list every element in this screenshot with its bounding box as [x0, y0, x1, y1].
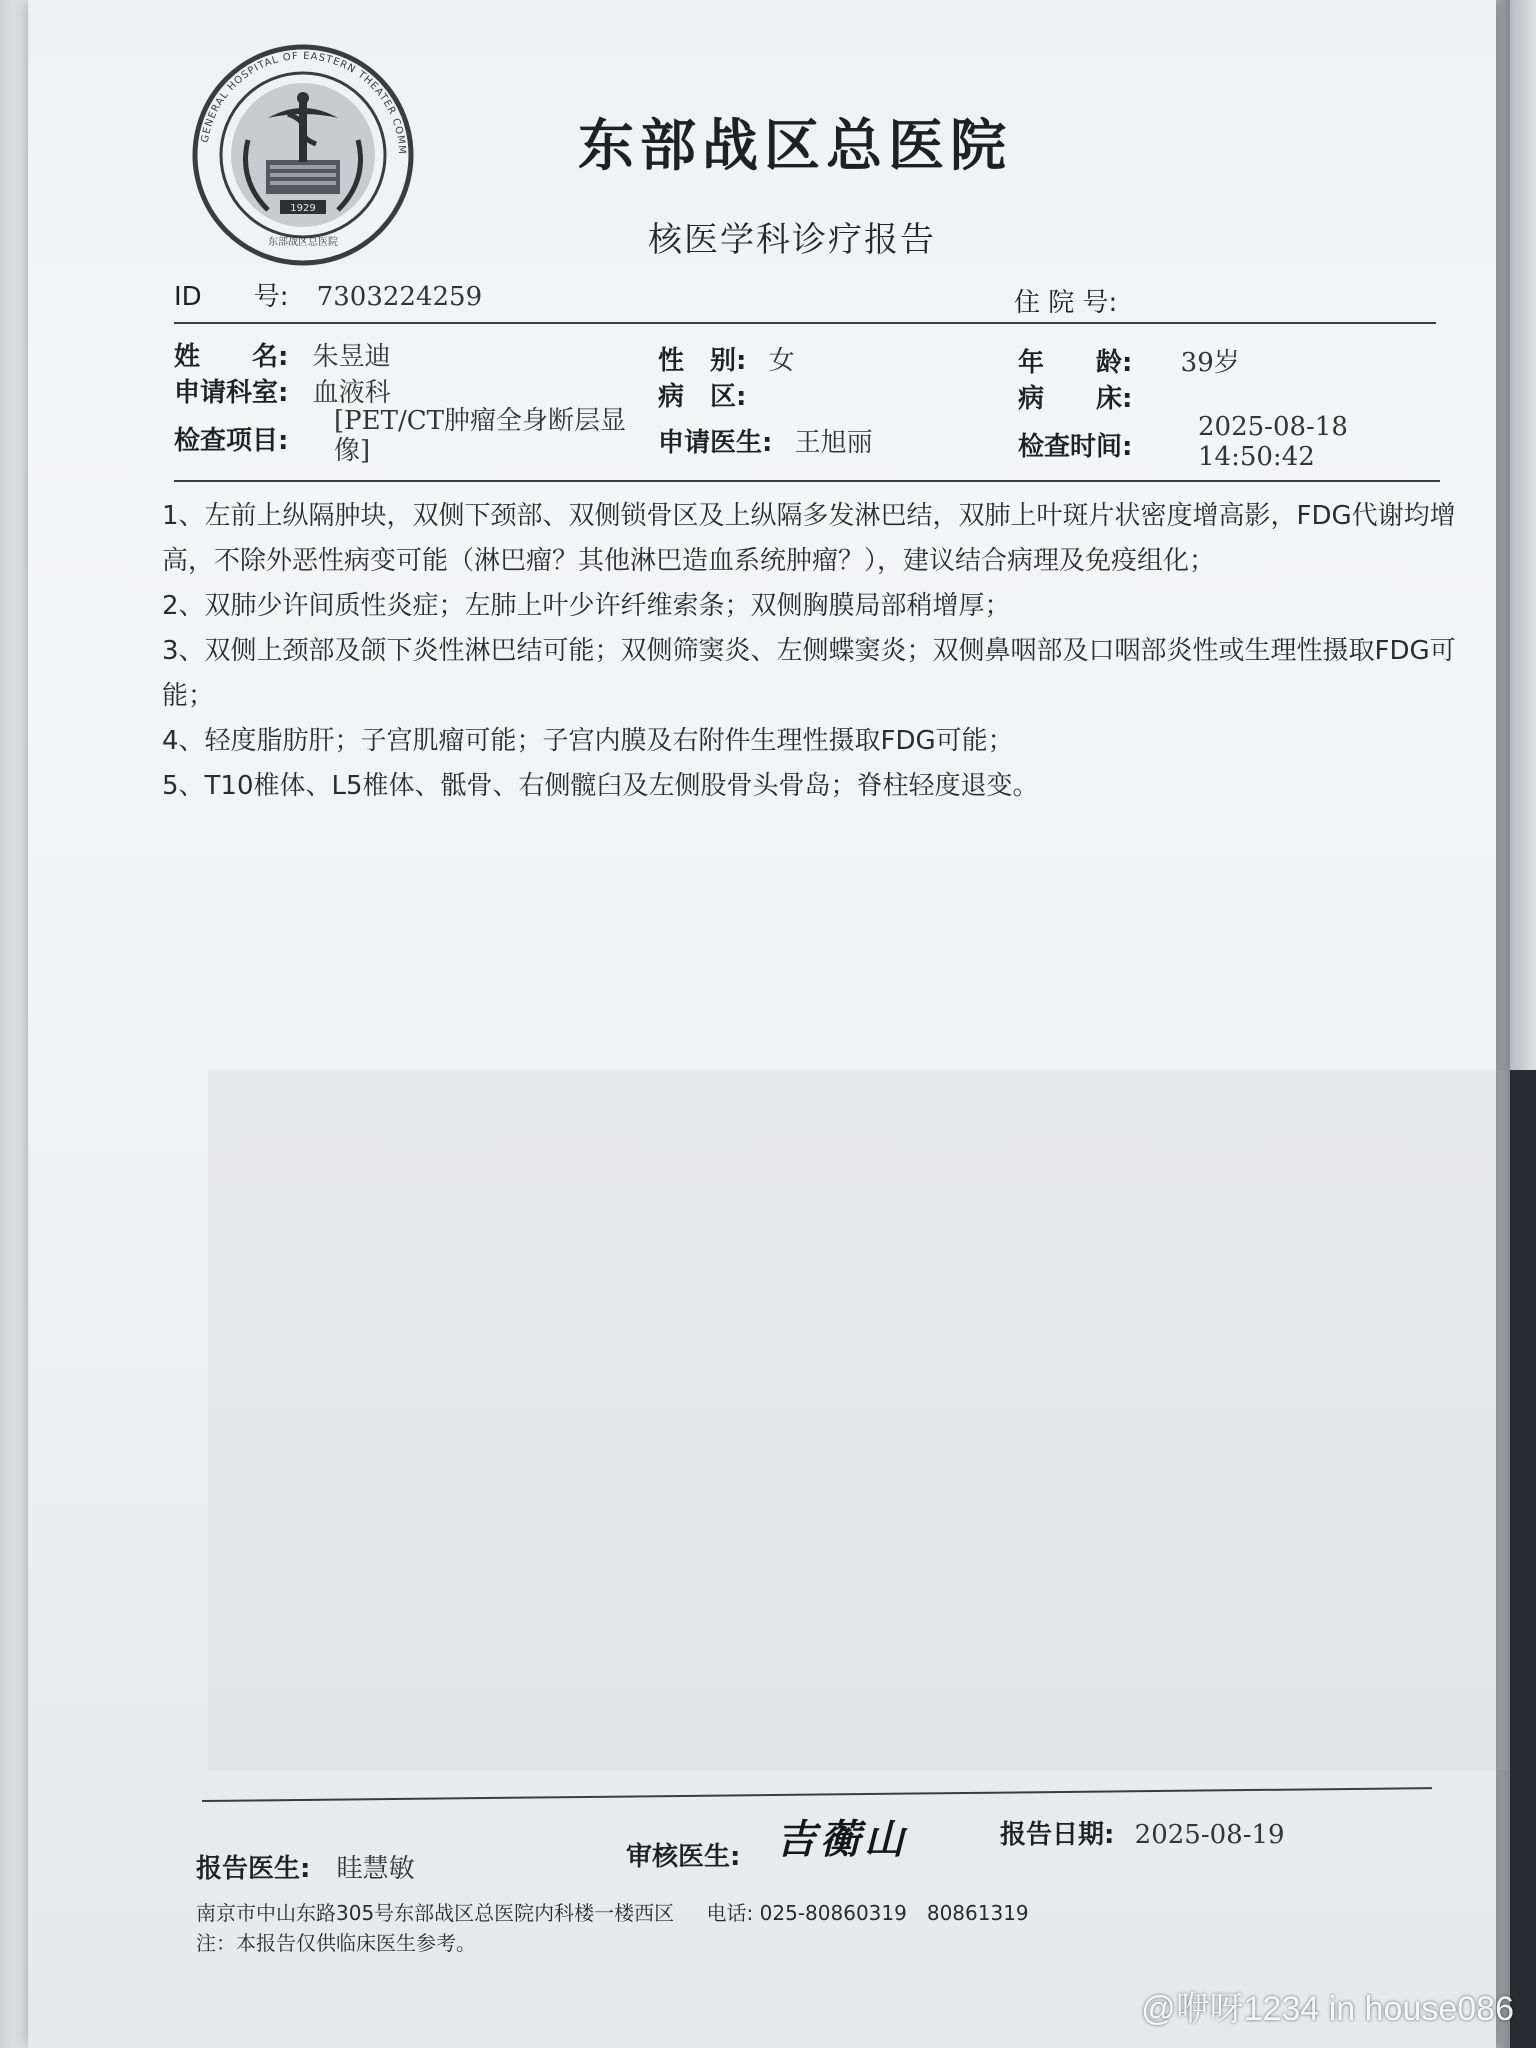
- gender-field: [658, 340, 795, 377]
- finding-item: 5、T10椎体、L5椎体、骶骨、右侧髋臼及左侧股骨头骨岛；脊柱轻度退变。: [162, 771, 1039, 801]
- disclaimer-note: 注：本报告仅供临床医生参考。: [196, 1931, 476, 1955]
- age-value: 39岁: [1180, 348, 1240, 378]
- time-field-value: [1198, 412, 1348, 472]
- findings-section: [162, 494, 1472, 809]
- dept-field: [174, 372, 391, 409]
- hospital-seal-icon: [188, 40, 418, 270]
- report-date-value: 2025-08-19: [1134, 1820, 1285, 1850]
- time-clock: 14:50:42: [1198, 442, 1315, 472]
- report-title: 核医学科诊疗报告: [648, 220, 936, 260]
- footer-address-block: [196, 1898, 1029, 1958]
- finding-item: 2、双肺少许间质性炎症；左肺上叶少许纤维索条；双侧胸膜局部稍增厚；: [162, 591, 1011, 621]
- name-field: [174, 336, 391, 373]
- exam-value-line1: [PET/CT肿瘤全身断层显: [334, 406, 626, 436]
- report-doctor-label: 报告医生:: [196, 1854, 311, 1884]
- blank-area: [208, 1070, 1508, 1770]
- hospital-logo: [188, 40, 418, 270]
- report-doctor-field: [196, 1848, 415, 1885]
- id-label: ID 号:: [174, 282, 289, 312]
- bed-label: 病 床:: [1018, 384, 1133, 414]
- inpatient-label: 住 院 号:: [1014, 288, 1118, 318]
- age-label: 年 龄:: [1018, 348, 1133, 378]
- svg-text:东部战区总医院: 东部战区总医院: [268, 237, 338, 248]
- divider-footer: [202, 1787, 1432, 1802]
- divider-top: [174, 322, 1436, 324]
- right-edge: [1510, 0, 1536, 1070]
- watermark: @咿呀1234 in house086: [1141, 1990, 1514, 2028]
- exam-field-value: [334, 406, 626, 466]
- inpatient-row: [1014, 282, 1117, 319]
- divider-middle: [174, 480, 1440, 482]
- bed-field: [1018, 378, 1132, 415]
- phone-value: 025-80860319 80861319: [759, 1901, 1029, 1925]
- report-paper: [28, 0, 1496, 2048]
- id-value: 7303224259: [316, 282, 483, 312]
- ward-label: 病 区:: [658, 382, 747, 412]
- phone-label: 电话:: [706, 1901, 754, 1925]
- report-doctor-value: 眭慧敏: [336, 1854, 415, 1884]
- finding-item: 4、轻度脂肪肝；子宫肌瘤可能；子宫内膜及右附件生理性摄取FDG可能；: [162, 726, 1014, 756]
- exam-field-label: [174, 420, 288, 457]
- dept-value: 血液科: [312, 378, 391, 408]
- age-field: [1018, 342, 1240, 379]
- id-row: [174, 276, 482, 313]
- background-dark-area: [1510, 1070, 1536, 2048]
- time-date: 2025-08-18: [1198, 412, 1348, 442]
- exam-value-line2: 像]: [334, 436, 371, 466]
- name-label: 姓 名:: [174, 342, 289, 372]
- finding-item: 3、双侧上颈部及颌下炎性淋巴结可能；双侧筛窦炎、左侧蝶窦炎；双侧鼻咽部及口咽部炎性或生理性摄取FDG可能；: [162, 636, 1456, 711]
- doctor-field: [658, 422, 873, 459]
- hospital-name: 东部战区总医院: [578, 113, 1012, 179]
- gender-label: 性 别:: [658, 346, 747, 376]
- ward-field: [658, 376, 746, 413]
- doctor-value: 王旭丽: [794, 428, 873, 458]
- address-text: 南京市中山东路305号东部战区总医院内科楼一楼西区: [196, 1901, 675, 1925]
- address-line: [196, 1898, 1029, 1928]
- review-doctor-field: [626, 1836, 740, 1873]
- time-label: 检查时间:: [1018, 432, 1133, 462]
- finding-item: 1、左前上纵隔肿块，双侧下颈部、双侧锁骨区及上纵隔多发淋巴结，双肺上叶斑片状密度增高影，FDG代谢均增高，不除外恶性病变可能（淋巴瘤？其他淋巴造血系统肿瘤？），建议结合病理及免疫组化；: [162, 501, 1456, 576]
- report-date-field: [1000, 1814, 1285, 1851]
- report-date-label: 报告日期:: [1000, 1820, 1115, 1850]
- dept-label: 申请科室:: [174, 378, 289, 408]
- gender-value: 女: [768, 346, 795, 376]
- svg-text:1929: 1929: [290, 203, 316, 214]
- svg-text:GENERAL HOSPITAL OF EASTERN TH: GENERAL HOSPITAL OF EASTERN THEATER COMM: [199, 50, 408, 156]
- review-doctor-label: 审核医生:: [626, 1842, 741, 1872]
- doctor-label: 申请医生:: [658, 428, 773, 458]
- exam-label: 检查项目:: [174, 426, 289, 456]
- review-doctor-signature: 吉蘅山: [776, 1816, 908, 1863]
- name-value: 朱昱迪: [312, 342, 391, 372]
- time-field-label: [1018, 426, 1132, 463]
